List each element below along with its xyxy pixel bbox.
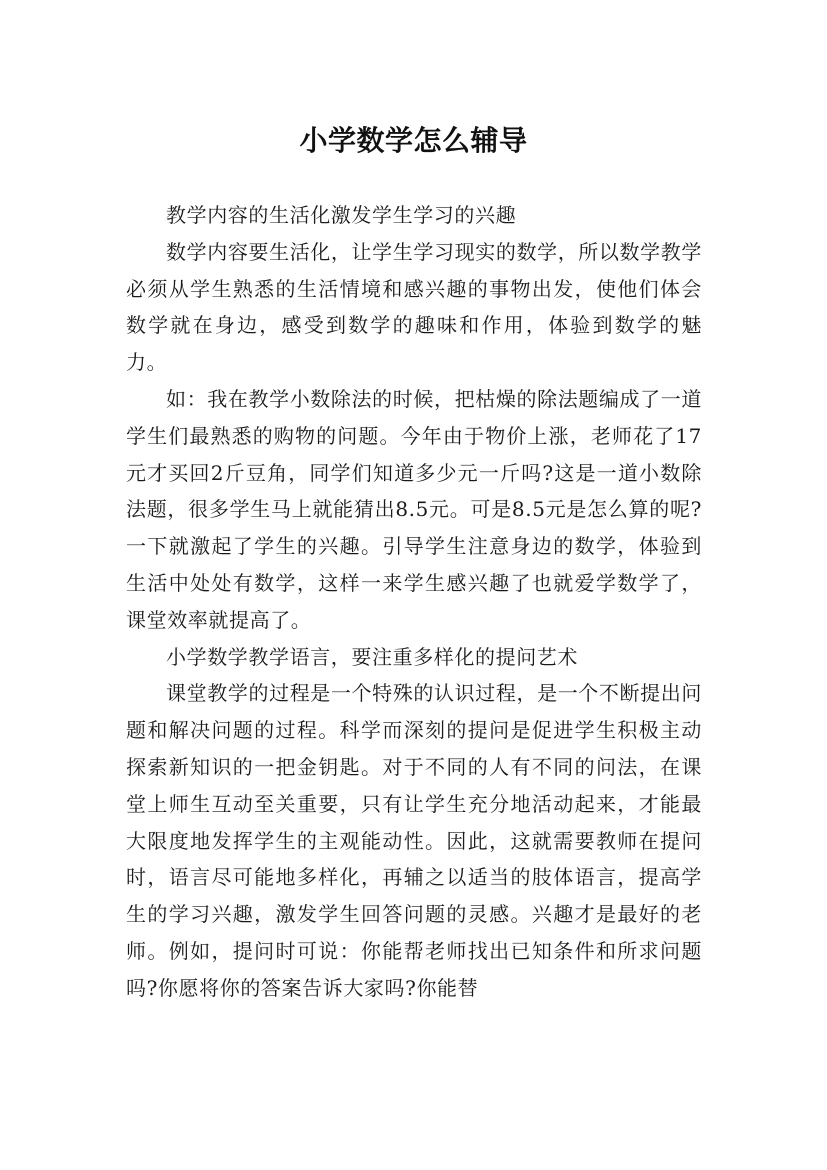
document-title: 小学数学怎么辅导 — [299, 123, 528, 157]
paragraph-heading-life: 教学内容的生活化激发学生学习的兴趣 — [166, 203, 517, 227]
paragraph-heading-questioning: 小学数学教学语言，要注重多样化的提问艺术 — [166, 644, 578, 669]
paragraph-content-questioning: 课堂教学的过程是一个特殊的认识过程，是一个不断提出问题和解决问题的过程。科学而深刻的提问是促进学生积极主动探索新知识的一把金钥匙。对于不同的人有不同的问法，在课堂上师生互动至关重要，只有让学生充分地活动起来，才能最大限度地发挥学生的主观能动性。因此，这就需要教师在提问时，语言尽可能地多样化，再辅之以适当的肢体语言，提高学生的学习兴趣，激发学生回答问题的灵感。兴趣才是最好的老师。例如，提问时可说：你能帮老师找出已知条件和所求问题吗?你愿将你的答案告诉大家吗?你能替 — [126, 681, 702, 1000]
paragraph-content-life: 数学内容要生活化，让学生学习现实的数学，所以数学教学必须从学生熟悉的生活情境和感兴趣的事物出发，使他们体会数学就在身边，感受到数学的趣味和作用，体验到数学的魅力。 — [126, 239, 702, 375]
paragraph-example-division: 如：我在教学小数除法的时候，把枯燥的除法题编成了一道学生们最熟悉的购物的问题。今年由于物价上涨，老师花了17元才买回2斤豆角，同学们知道多少元一斤吗?这是一道小数除法题，很多学生马上就能猜出8.5元。可是8.5元是怎么算的呢?一下就激起了学生的兴趣。引导学生注意身边的数学，体验到生活中处处有数学，这样一来学生感兴趣了也就爱学数学了，课堂效率就提高了。 — [126, 386, 702, 632]
document-body — [126, 197, 702, 1007]
